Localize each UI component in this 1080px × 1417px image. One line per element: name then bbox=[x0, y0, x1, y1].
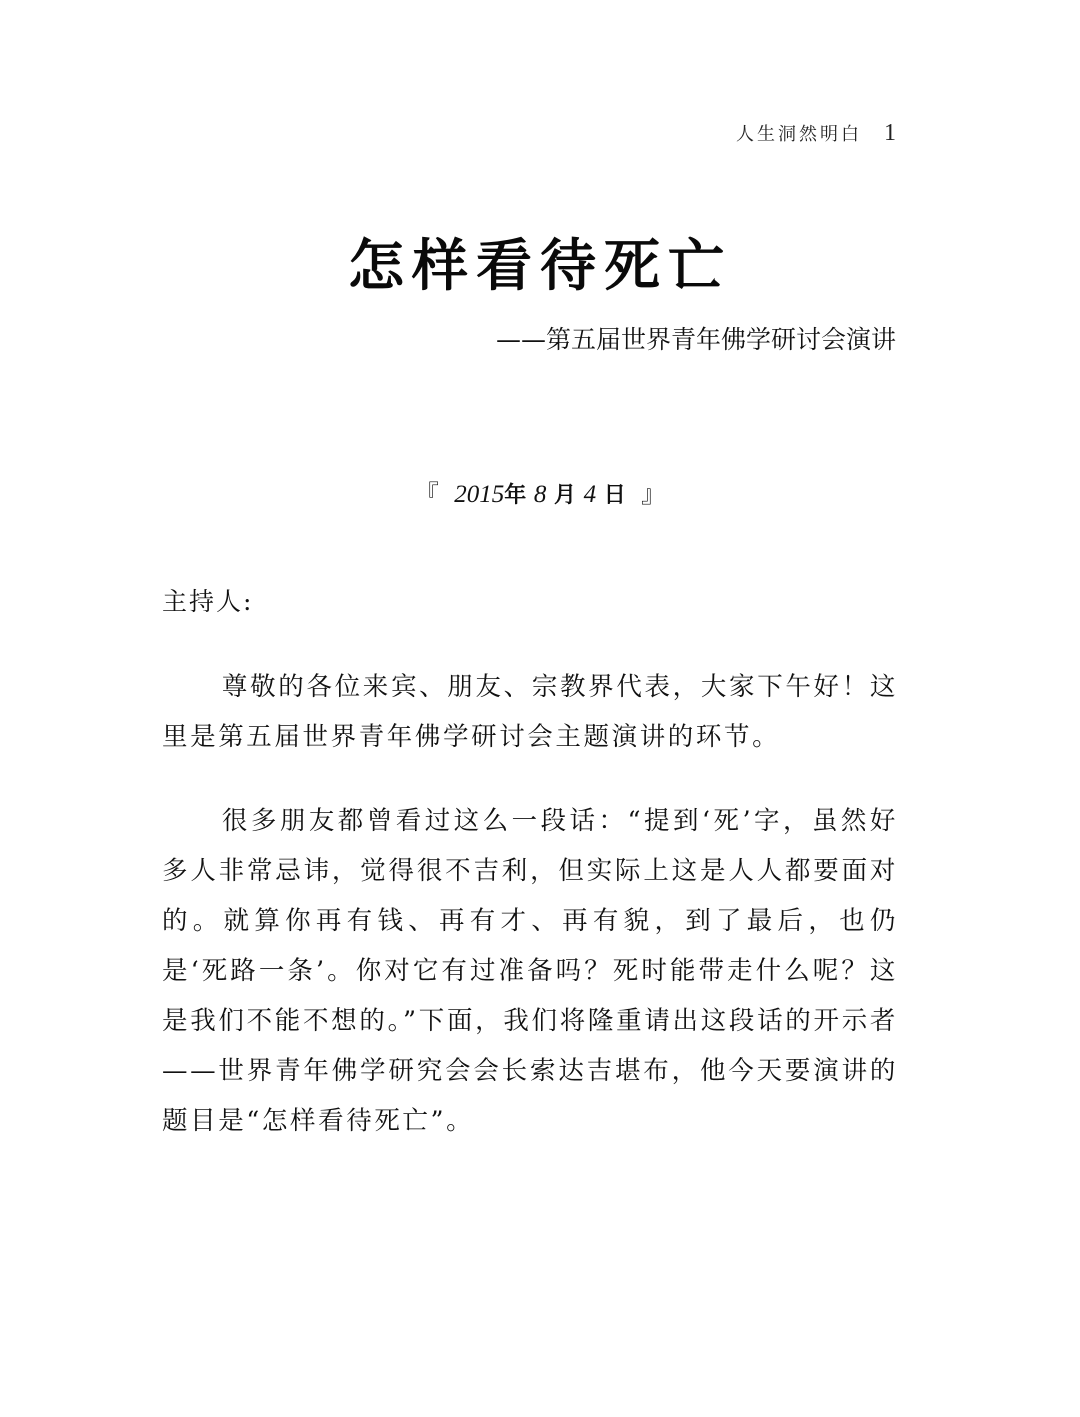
date-year: 2015 bbox=[454, 481, 505, 508]
running-header bbox=[736, 120, 896, 147]
date-open-bracket: 『 bbox=[414, 480, 439, 508]
date-day: 4 bbox=[583, 481, 597, 508]
date-day-unit: 日 bbox=[603, 483, 626, 508]
date-line bbox=[0, 474, 1080, 509]
paragraph-welcome: 尊敬的各位来宾、朋友、宗教界代表，大家下午好！这里是第五届世界青年佛学研讨会主题演讲的环节。 bbox=[162, 672, 898, 752]
date-month-unit: 月 bbox=[553, 483, 576, 508]
chapter-title: 怎样看待死亡 bbox=[348, 234, 732, 299]
date-year-unit: 年 bbox=[504, 483, 527, 508]
chapter-subtitle: ——第五届世界青年佛学研讨会演讲 bbox=[495, 325, 896, 354]
date-close-bracket: 』 bbox=[641, 480, 666, 508]
book-title: 人生洞然明白 bbox=[736, 124, 862, 145]
date-month: 8 bbox=[533, 481, 547, 508]
page-number: 1 bbox=[884, 120, 896, 146]
speaker-label: 主持人: bbox=[162, 587, 254, 616]
paragraph-introduction: 很多朋友都曾看过这么一段话：“提到‘死’字，虽然好多人非常忌讳，觉得很不吉利，但实际上这是人人都要面对的。就算你再有钱、再有才、再有貌，到了最后，也仍是‘死路一条’。你对它有过准备吗？死时能带走什么呢？这是我们不能不想的。”下面，我们将隆重请出这段话的开示者——世界青年佛学研究会会长索达吉堪布，他今天要演讲的题目是“怎样看待死亡”。 bbox=[162, 806, 898, 1136]
